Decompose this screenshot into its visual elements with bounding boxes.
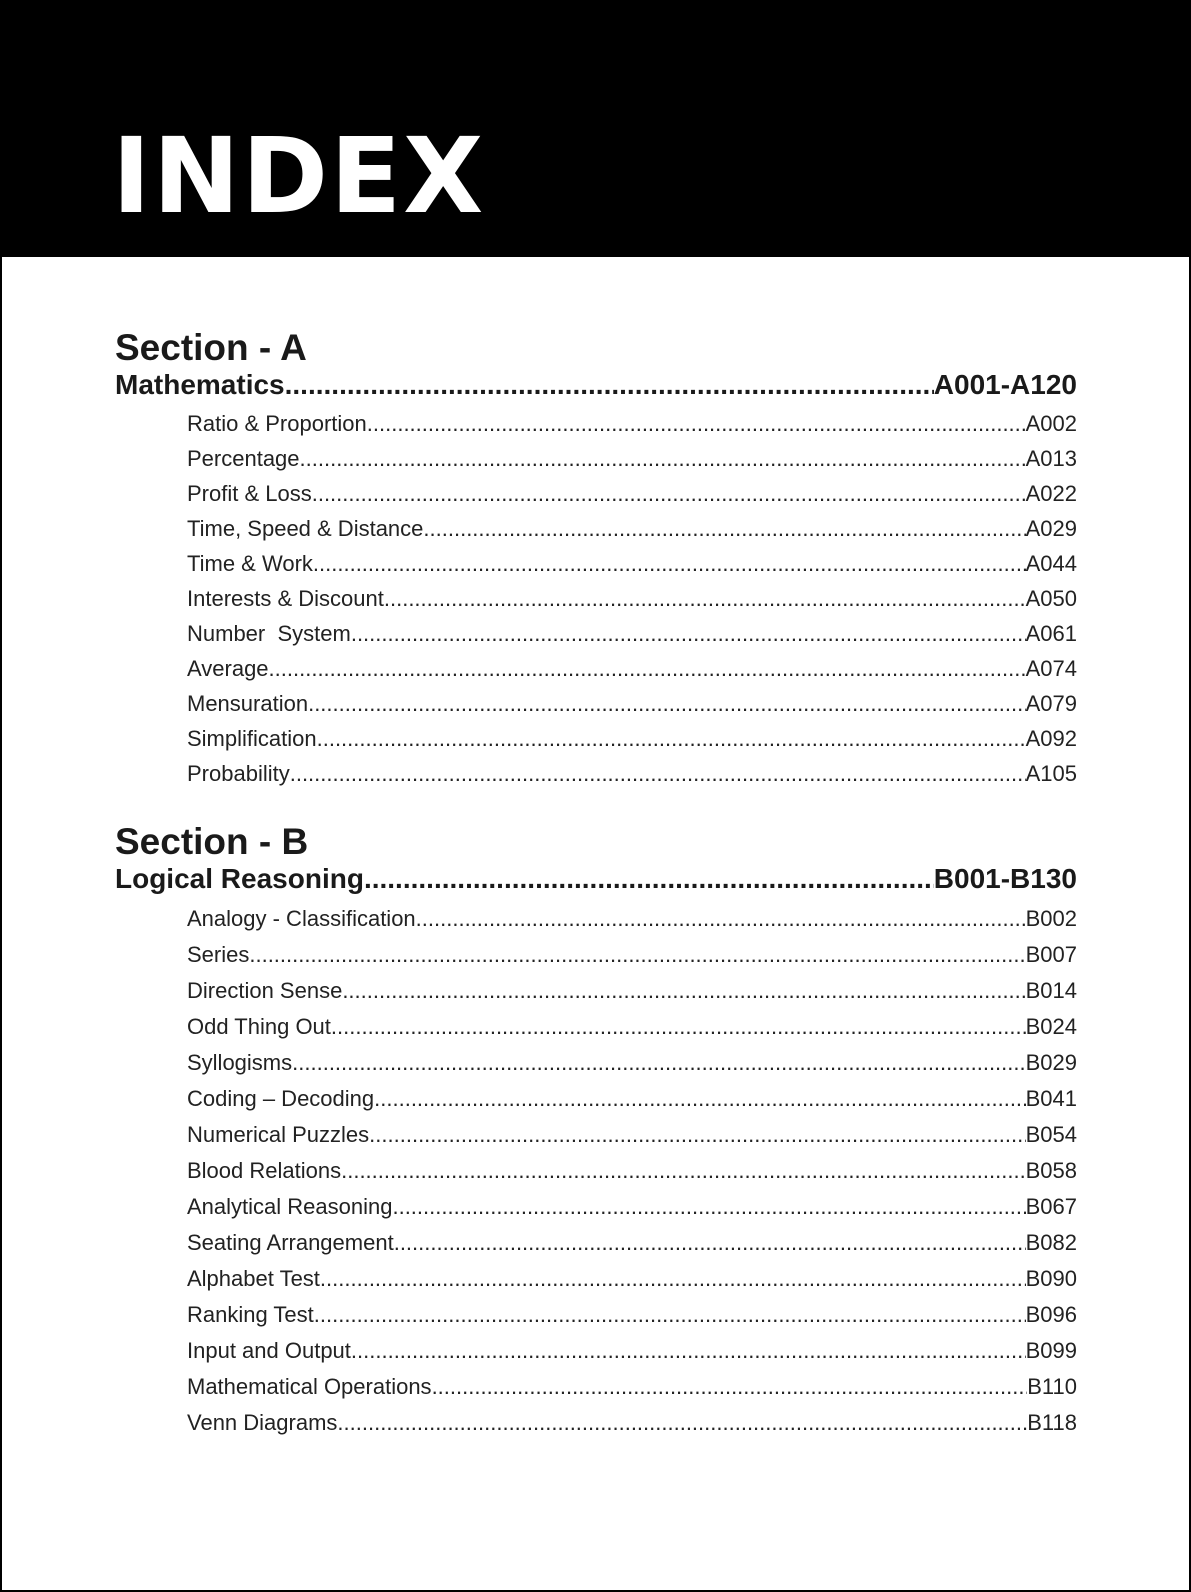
- toc-entry[interactable]: [187, 585, 1077, 613]
- dot-leader: [416, 905, 1026, 933]
- dot-leader: [314, 1301, 1026, 1329]
- topic-label: Input and Output: [187, 1338, 351, 1363]
- dot-leader: [300, 445, 1026, 473]
- topic-page: B041: [1025, 1086, 1077, 1111]
- topic-label: Odd Thing Out: [187, 1014, 331, 1039]
- topic-page: A022: [1025, 481, 1077, 506]
- dot-leader: [312, 480, 1026, 508]
- page-title: INDEX: [112, 115, 486, 237]
- topic-page: B096: [1025, 1302, 1077, 1327]
- topic-label: Probability: [187, 761, 290, 786]
- header-band: [2, 2, 1189, 257]
- toc-entry[interactable]: [187, 1265, 1077, 1293]
- topic-page: B024: [1025, 1014, 1077, 1039]
- toc-entry[interactable]: [187, 977, 1077, 1005]
- dot-leader: [313, 550, 1026, 578]
- topic-label: Analogy - Classification: [187, 906, 416, 931]
- topic-label: Series: [187, 942, 250, 967]
- topic-label: Average: [187, 656, 269, 681]
- section-heading-a: Section - A: [115, 327, 307, 368]
- dot-leader: [384, 585, 1026, 613]
- toc-entry[interactable]: [187, 1121, 1077, 1149]
- toc-entry[interactable]: [187, 941, 1077, 969]
- topic-label: Percentage: [187, 446, 300, 471]
- topic-page: A092: [1025, 726, 1077, 751]
- topic-label: Ratio & Proportion: [187, 411, 367, 436]
- subject-row-logical-reasoning[interactable]: [115, 863, 1077, 895]
- topic-label: Venn Diagrams: [187, 1410, 338, 1435]
- topic-page: A050: [1025, 586, 1077, 611]
- dot-leader: [392, 1193, 1025, 1221]
- topic-label: Direction Sense: [187, 978, 343, 1003]
- subject-label: Mathematics: [115, 369, 285, 400]
- dot-leader: [367, 410, 1026, 438]
- topic-page: A002: [1025, 411, 1077, 436]
- dot-leader: [341, 1157, 1026, 1185]
- topic-label: Mathematical Operations: [187, 1374, 432, 1399]
- topic-label: Numerical Puzzles: [187, 1122, 370, 1147]
- dot-leader: [342, 977, 1025, 1005]
- topic-page: B099: [1025, 1338, 1077, 1363]
- topic-page: B014: [1025, 978, 1077, 1003]
- topic-label: Seating Arrangement: [187, 1230, 394, 1255]
- topic-page: B054: [1025, 1122, 1077, 1147]
- toc-entry[interactable]: [187, 550, 1077, 578]
- dot-leader: [290, 760, 1026, 788]
- subject-page-range: B001-B130: [933, 863, 1077, 894]
- topic-page: A029: [1025, 516, 1077, 541]
- topic-page: B118: [1027, 1410, 1077, 1435]
- dot-leader: [374, 1085, 1025, 1113]
- topic-page: A013: [1025, 446, 1077, 471]
- topic-page: B110: [1027, 1374, 1077, 1399]
- toc-entry[interactable]: [187, 1157, 1077, 1185]
- topic-page: B067: [1025, 1194, 1077, 1219]
- dot-leader: [432, 1373, 1028, 1401]
- dot-leader: [285, 369, 934, 401]
- subject-page-range: A001-A120: [933, 369, 1077, 400]
- toc-entry[interactable]: [187, 1085, 1077, 1113]
- topic-label: Coding – Decoding: [187, 1086, 375, 1111]
- topic-page: A044: [1025, 551, 1077, 576]
- topic-label: Time, Speed & Distance: [187, 516, 424, 541]
- topic-page: B007: [1025, 942, 1077, 967]
- toc-entry[interactable]: [187, 760, 1077, 788]
- dot-leader: [269, 655, 1026, 683]
- topic-label: Interests & Discount: [187, 586, 384, 611]
- topic-label: Profit & Loss: [187, 481, 312, 506]
- dot-leader: [351, 620, 1026, 648]
- topic-label: Alphabet Test: [187, 1266, 320, 1291]
- toc-entry[interactable]: [187, 1193, 1077, 1221]
- toc-entry[interactable]: [187, 1301, 1077, 1329]
- toc-entry[interactable]: [187, 725, 1077, 753]
- toc-entry[interactable]: [187, 1373, 1077, 1401]
- toc-entry[interactable]: [187, 445, 1077, 473]
- toc-entry[interactable]: [187, 1229, 1077, 1257]
- topic-label: Time & Work: [187, 551, 313, 576]
- topic-page: B029: [1025, 1050, 1077, 1075]
- topic-label: Ranking Test: [187, 1302, 314, 1327]
- toc-entry[interactable]: [187, 655, 1077, 683]
- toc-entry[interactable]: [187, 1013, 1077, 1041]
- topic-page: B002: [1025, 906, 1077, 931]
- topic-label: Blood Relations: [187, 1158, 342, 1183]
- topic-label: Simplification: [187, 726, 317, 751]
- toc-entry[interactable]: [187, 905, 1077, 933]
- dot-leader: [423, 515, 1025, 543]
- toc-entry[interactable]: [187, 1337, 1077, 1365]
- section-heading-b: Section - B: [115, 821, 309, 862]
- topic-page: B090: [1025, 1266, 1077, 1291]
- dot-leader: [317, 725, 1026, 753]
- topic-label: Mensuration: [187, 691, 309, 716]
- dot-leader: [337, 1409, 1027, 1437]
- subject-label: Logical Reasoning: [115, 863, 364, 894]
- toc-entry[interactable]: [187, 690, 1077, 718]
- toc-entry[interactable]: [187, 1049, 1077, 1077]
- topic-page: A105: [1025, 761, 1077, 786]
- toc-entry[interactable]: [187, 480, 1077, 508]
- dot-leader: [351, 1337, 1026, 1365]
- toc-entry[interactable]: [187, 515, 1077, 543]
- dot-leader: [369, 1121, 1025, 1149]
- topic-page: B082: [1025, 1230, 1077, 1255]
- dot-leader: [364, 863, 934, 895]
- topic-label: Syllogisms: [187, 1050, 293, 1075]
- toc-entry[interactable]: [187, 1409, 1077, 1437]
- topic-page: A061: [1025, 621, 1077, 646]
- topic-page: A079: [1025, 691, 1077, 716]
- topic-page: A074: [1025, 656, 1077, 681]
- subject-row-mathematics[interactable]: [115, 369, 1077, 401]
- dot-leader: [394, 1229, 1026, 1257]
- topic-page: B058: [1025, 1158, 1077, 1183]
- dot-leader: [308, 690, 1026, 718]
- toc-entry[interactable]: [187, 620, 1077, 648]
- topic-label: Number System: [187, 621, 351, 646]
- topic-label: Analytical Reasoning: [187, 1194, 393, 1219]
- dot-leader: [331, 1013, 1026, 1041]
- dot-leader: [249, 941, 1025, 969]
- dot-leader: [292, 1049, 1025, 1077]
- toc-entry[interactable]: [187, 410, 1077, 438]
- dot-leader: [320, 1265, 1026, 1293]
